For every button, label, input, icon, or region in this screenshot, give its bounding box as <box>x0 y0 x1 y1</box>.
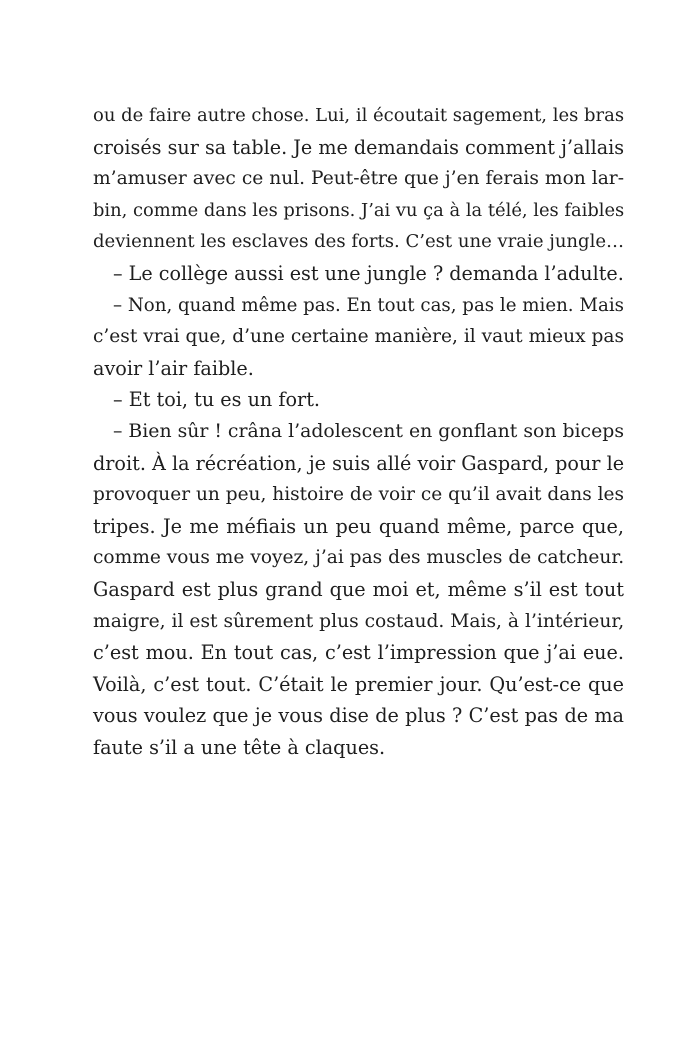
dialogue-line: – Le collège aussi est une jungle ? demanda l’adulte. <box>113 261 624 285</box>
text-line: deviennent les esclaves des forts. C’est une vraie jungle… <box>93 231 625 253</box>
text-line: croisés sur sa table. Je me demandais comment j’allais <box>93 135 625 159</box>
text-line: bin, comme dans les prisons. J’ai vu ça à la télé, les faibles <box>93 199 625 221</box>
page-text <box>93 100 624 763</box>
text-line: comme vous me voyez, j’ai pas des muscles de catcheur. <box>93 547 625 569</box>
text-line: m’amuser avec ce nul. Peut-être que j’en ferais mon lar- <box>93 168 624 190</box>
text-line: avoir l’air faible. <box>93 356 254 380</box>
text-line: droit. À la récréation, je suis allé voir Gaspard, pour le <box>93 451 625 475</box>
text-line: c’est mou. En tout cas, c’est l’impression que j’ai eue. <box>93 641 624 665</box>
text-line: Gaspard est plus grand que moi et, même s’il est tout <box>93 577 624 601</box>
text-line: tripes. Je me méfiais un peu quand même, parce que, <box>93 514 624 538</box>
text-line: c’est vrai que, d’une certaine manière, il vaut mieux pas <box>93 326 624 348</box>
text-line: provoquer un peu, histoire de voir ce qu’il avait dans les <box>93 484 624 506</box>
dialogue-line: – Et toi, tu es un fort. <box>113 388 321 412</box>
dialogue-line: – Bien sûr ! crâna l’adolescent en gonflant son biceps <box>113 420 624 442</box>
text-line: faute s’il a une tête à claques. <box>93 735 386 759</box>
text-line: vous voulez que je vous dise de plus ? C’est pas de ma <box>93 704 624 728</box>
text-line: ou de faire autre chose. Lui, il écoutait sagement, les bras <box>93 105 625 126</box>
text-line: maigre, il est sûrement plus costaud. Mais, à l’intérieur, <box>93 610 625 632</box>
dialogue-line: – Non, quand même pas. En tout cas, pas le mien. Mais <box>113 294 624 316</box>
text-line: Voilà, c’est tout. C’était le premier jour. Qu’est-ce que <box>93 672 624 696</box>
